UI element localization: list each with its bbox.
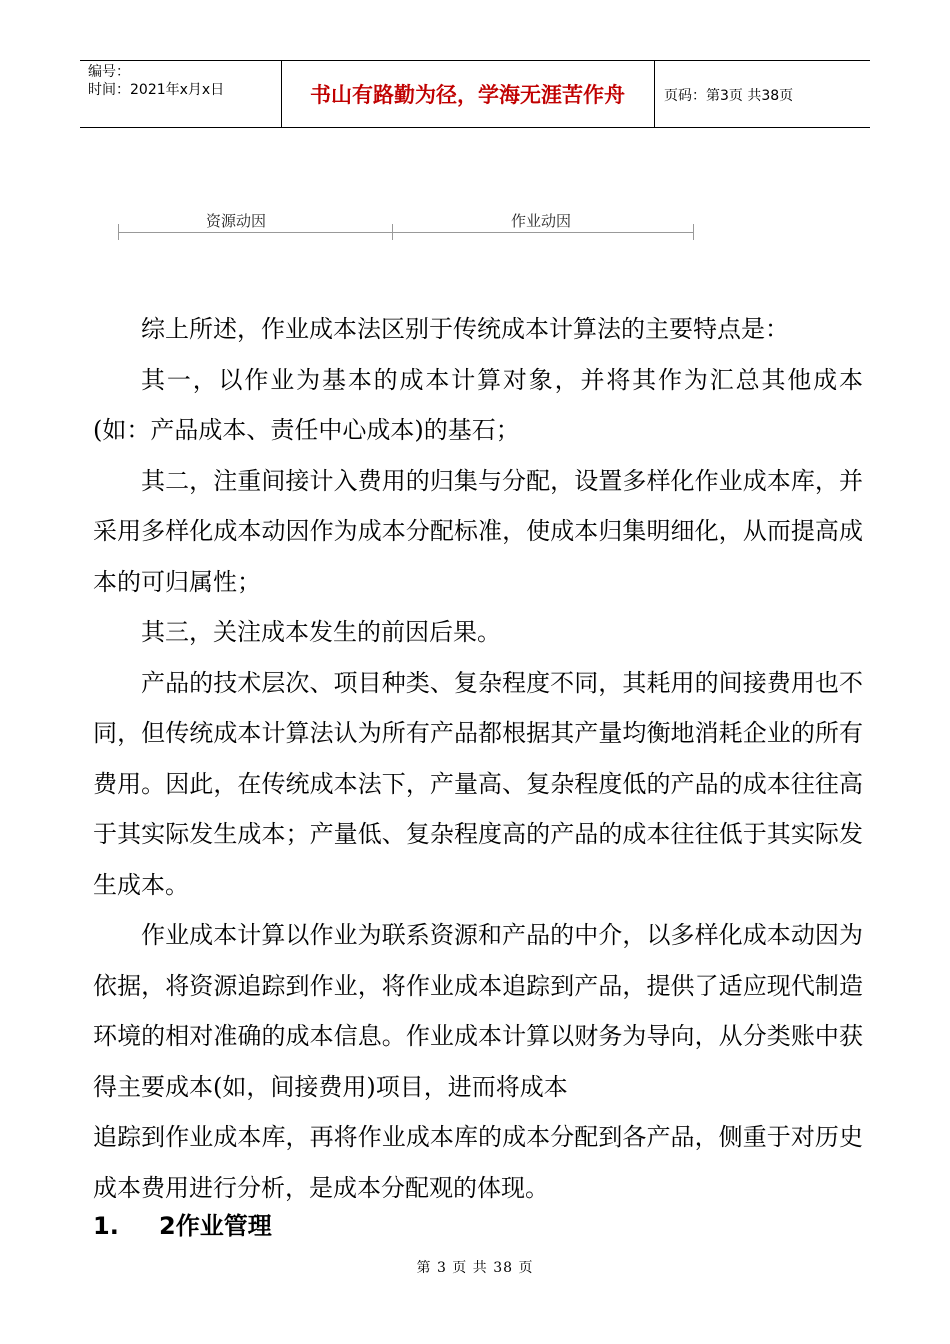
diagram-tick [392,224,393,240]
section-title: 2作业管理 [159,1212,272,1240]
diagram-tick [693,224,694,240]
paragraph-products: 产品的技术层次、项目种类、复杂程度不同，其耗用的间接费用也不同，但传统成本计算法认为所有产品都根据其产量均衡地消耗企业的所有费用。因此，在传统成本法下，产量高、复杂程度低的产品的成本往往高于其实际发生成本；产量低、复杂程度高的产品的成本往往低于其实际发生成本。 [93,668,863,899]
section-heading [93,1206,272,1241]
header-meta [88,63,224,99]
diagram-label-resource-driver: 资源动因 [206,212,267,230]
paragraph-point-one: 其一，以作业为基本的成本计算对象，并将其作为汇总其他成本(如：产品成本、责任中心成本)的基石； [93,365,863,444]
page-footer: 第 3 页 共 38 页 [416,1260,534,1276]
header-page-info: 页码：第3页 共38页 [664,88,794,104]
header-motto: 书山有路勤为径，学海无涯苦作舟 [310,83,625,107]
paragraph-point-two: 其二，注重间接计入费用的归集与分配，设置多样化作业成本库，并采用多样化成本动因作为成本分配标准，使成本归集明细化，从而提高成本的可归属性； [93,466,863,596]
page-header [80,60,870,128]
paragraph-summary: 综上所述，作业成本法区别于传统成本计算法的主要特点是： [141,315,789,343]
body-text [93,304,863,1213]
paragraph-activity-costing: 作业成本计算以作业为联系资源和产品的中介，以多样化成本动因为依据，将资源追踪到作业，将作业成本追踪到产品，提供了适应现代制造环境的相对准确的成本信息。作业成本计算以财务为导向，从分类账中获得主要成本(如，间接费用)项目，进而将成本 [93,921,863,1101]
paragraph-continuation: 追踪到作业成本库，再将作业成本库的成本分配到各产品，侧重于对历史成本费用进行分析，是成本分配观的体现。 [93,1123,863,1202]
serial-label: 编号： [88,64,130,80]
time-label: 时间：2021年x月x日 [88,82,225,98]
diagram-label-activity-driver: 作业动因 [511,212,572,230]
paragraph-point-three: 其三，关注成本发生的前因后果。 [141,618,501,646]
diagram-line [118,232,694,233]
diagram-tick [118,224,119,240]
header-divider [654,61,655,127]
section-number: 1. [93,1212,119,1240]
diagram-fragment [118,210,694,244]
